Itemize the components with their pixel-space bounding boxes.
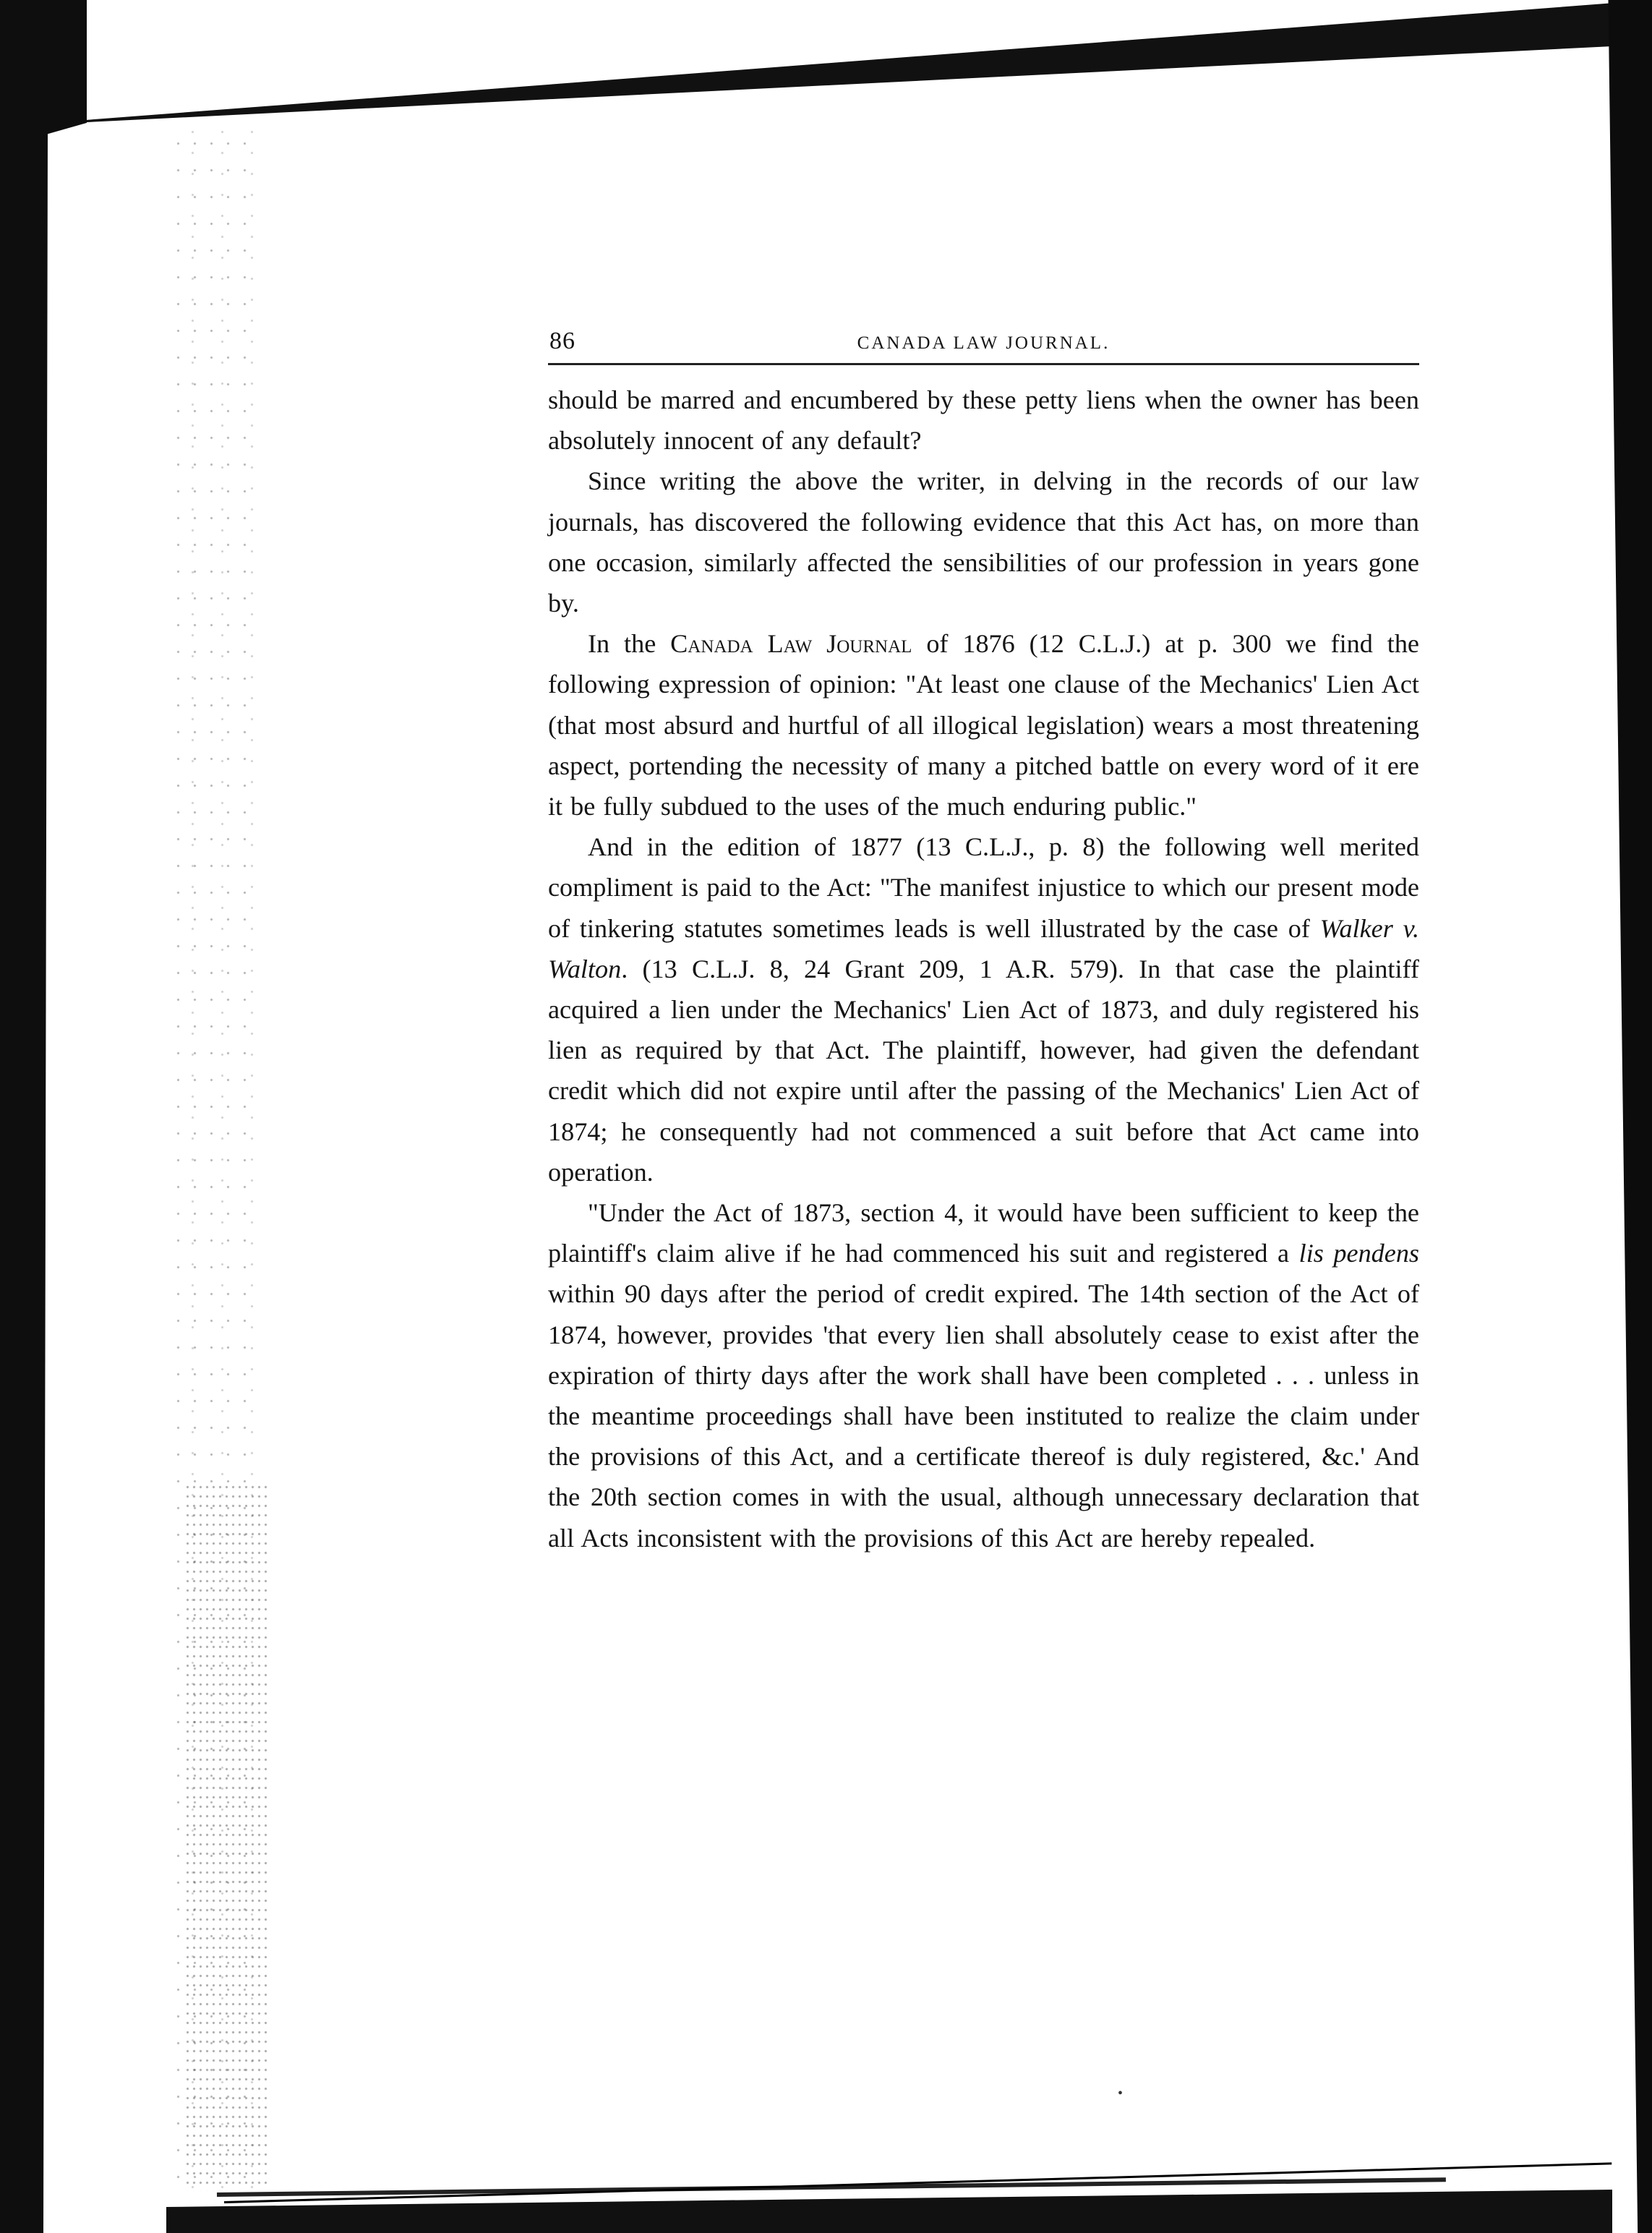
paragraph: [548, 827, 1419, 1192]
scan-border-left: [0, 0, 87, 2233]
case-name: Walker v. Walton: [548, 913, 1419, 983]
paragraph-text: within 90 days after the period of credit expired. The 14th section of the Act of 1874, however, provides 'that every lien shall absolutely cease to exist after the expiration of thirty days after the work shall have been completed . . . unless in the meantime proceedings shall have been instituted to realize the claim under the provisions of this Act, and a certificate thereof is duly registered, &c.' And the 20th section comes in with the usual, although unnecessary declaration that all Acts inconsistent with the provisions of this Act are hereby repealed.: [548, 1279, 1419, 1553]
running-head: [548, 327, 1419, 365]
paragraph: Since writing the above the writer, in delving in the records of our law journals, has discovered the following evidence that this Act has, on more than one occasion, similarly affected the sensibilities of our profession in years gone by.: [548, 466, 1419, 618]
journal-page: [548, 327, 1419, 1558]
paragraph-text: In the: [588, 629, 671, 659]
paragraph: should be marred and encumbered by these petty liens when the owner has been absolutely innocent of any default?: [548, 385, 1419, 456]
scan-noise-lower: [184, 1482, 268, 2191]
page-number: 86: [549, 328, 575, 354]
latin-term: lis pendens: [1298, 1239, 1419, 1268]
stray-ink-mark: •: [1118, 2085, 1124, 2101]
journal-title: CANADA LAW JOURNAL.: [857, 333, 1110, 353]
scan-border-right: [1572, 0, 1652, 2233]
paragraph-text: "Under the Act of 1873, section 4, it would have been sufficient to keep the plaintiff's claim alive if he had commenced his suit and registered a: [548, 1198, 1419, 1268]
scan-border-top: [0, 0, 1652, 127]
paragraph: [548, 623, 1419, 827]
journal-name: Canada Law Journal: [670, 629, 912, 659]
paragraph-text: And in the edition of 1877 (13 C.L.J., p. 8) the following well merited compliment is paid to the Act: "The manifest injustice to which our present mode of tinkering statutes sometimes leads is well illustrated by the case of: [548, 832, 1419, 943]
paragraph: [548, 1192, 1419, 1558]
article-body: [548, 380, 1419, 1558]
paragraph-text: . (13 C.L.J. 8, 24 Grant 209, 1 A.R. 579). In that case the plaintiff acquired a lien under the Mechanics' Lien Act of 1873, and duly registered his lien as required by that Act. The plaintiff, however, had given the defendant credit which did not expire until after the passing of the Mechanics' Lien Act of 1874; he consequently had not commenced a suit before that Act came into operation.: [548, 954, 1419, 1187]
paragraph-text: of 1876 (12 C.L.J.) at p. 300 we find the following expression of opinion: "At least one clause of the Mechanics' Lien Act (that most absurd and hurtful of all illogical legislation) wears a most threatening aspect, portending the necessity of many a pitched battle on every word of it ere it be fully subdued to the uses of the much enduring public.": [548, 629, 1419, 821]
